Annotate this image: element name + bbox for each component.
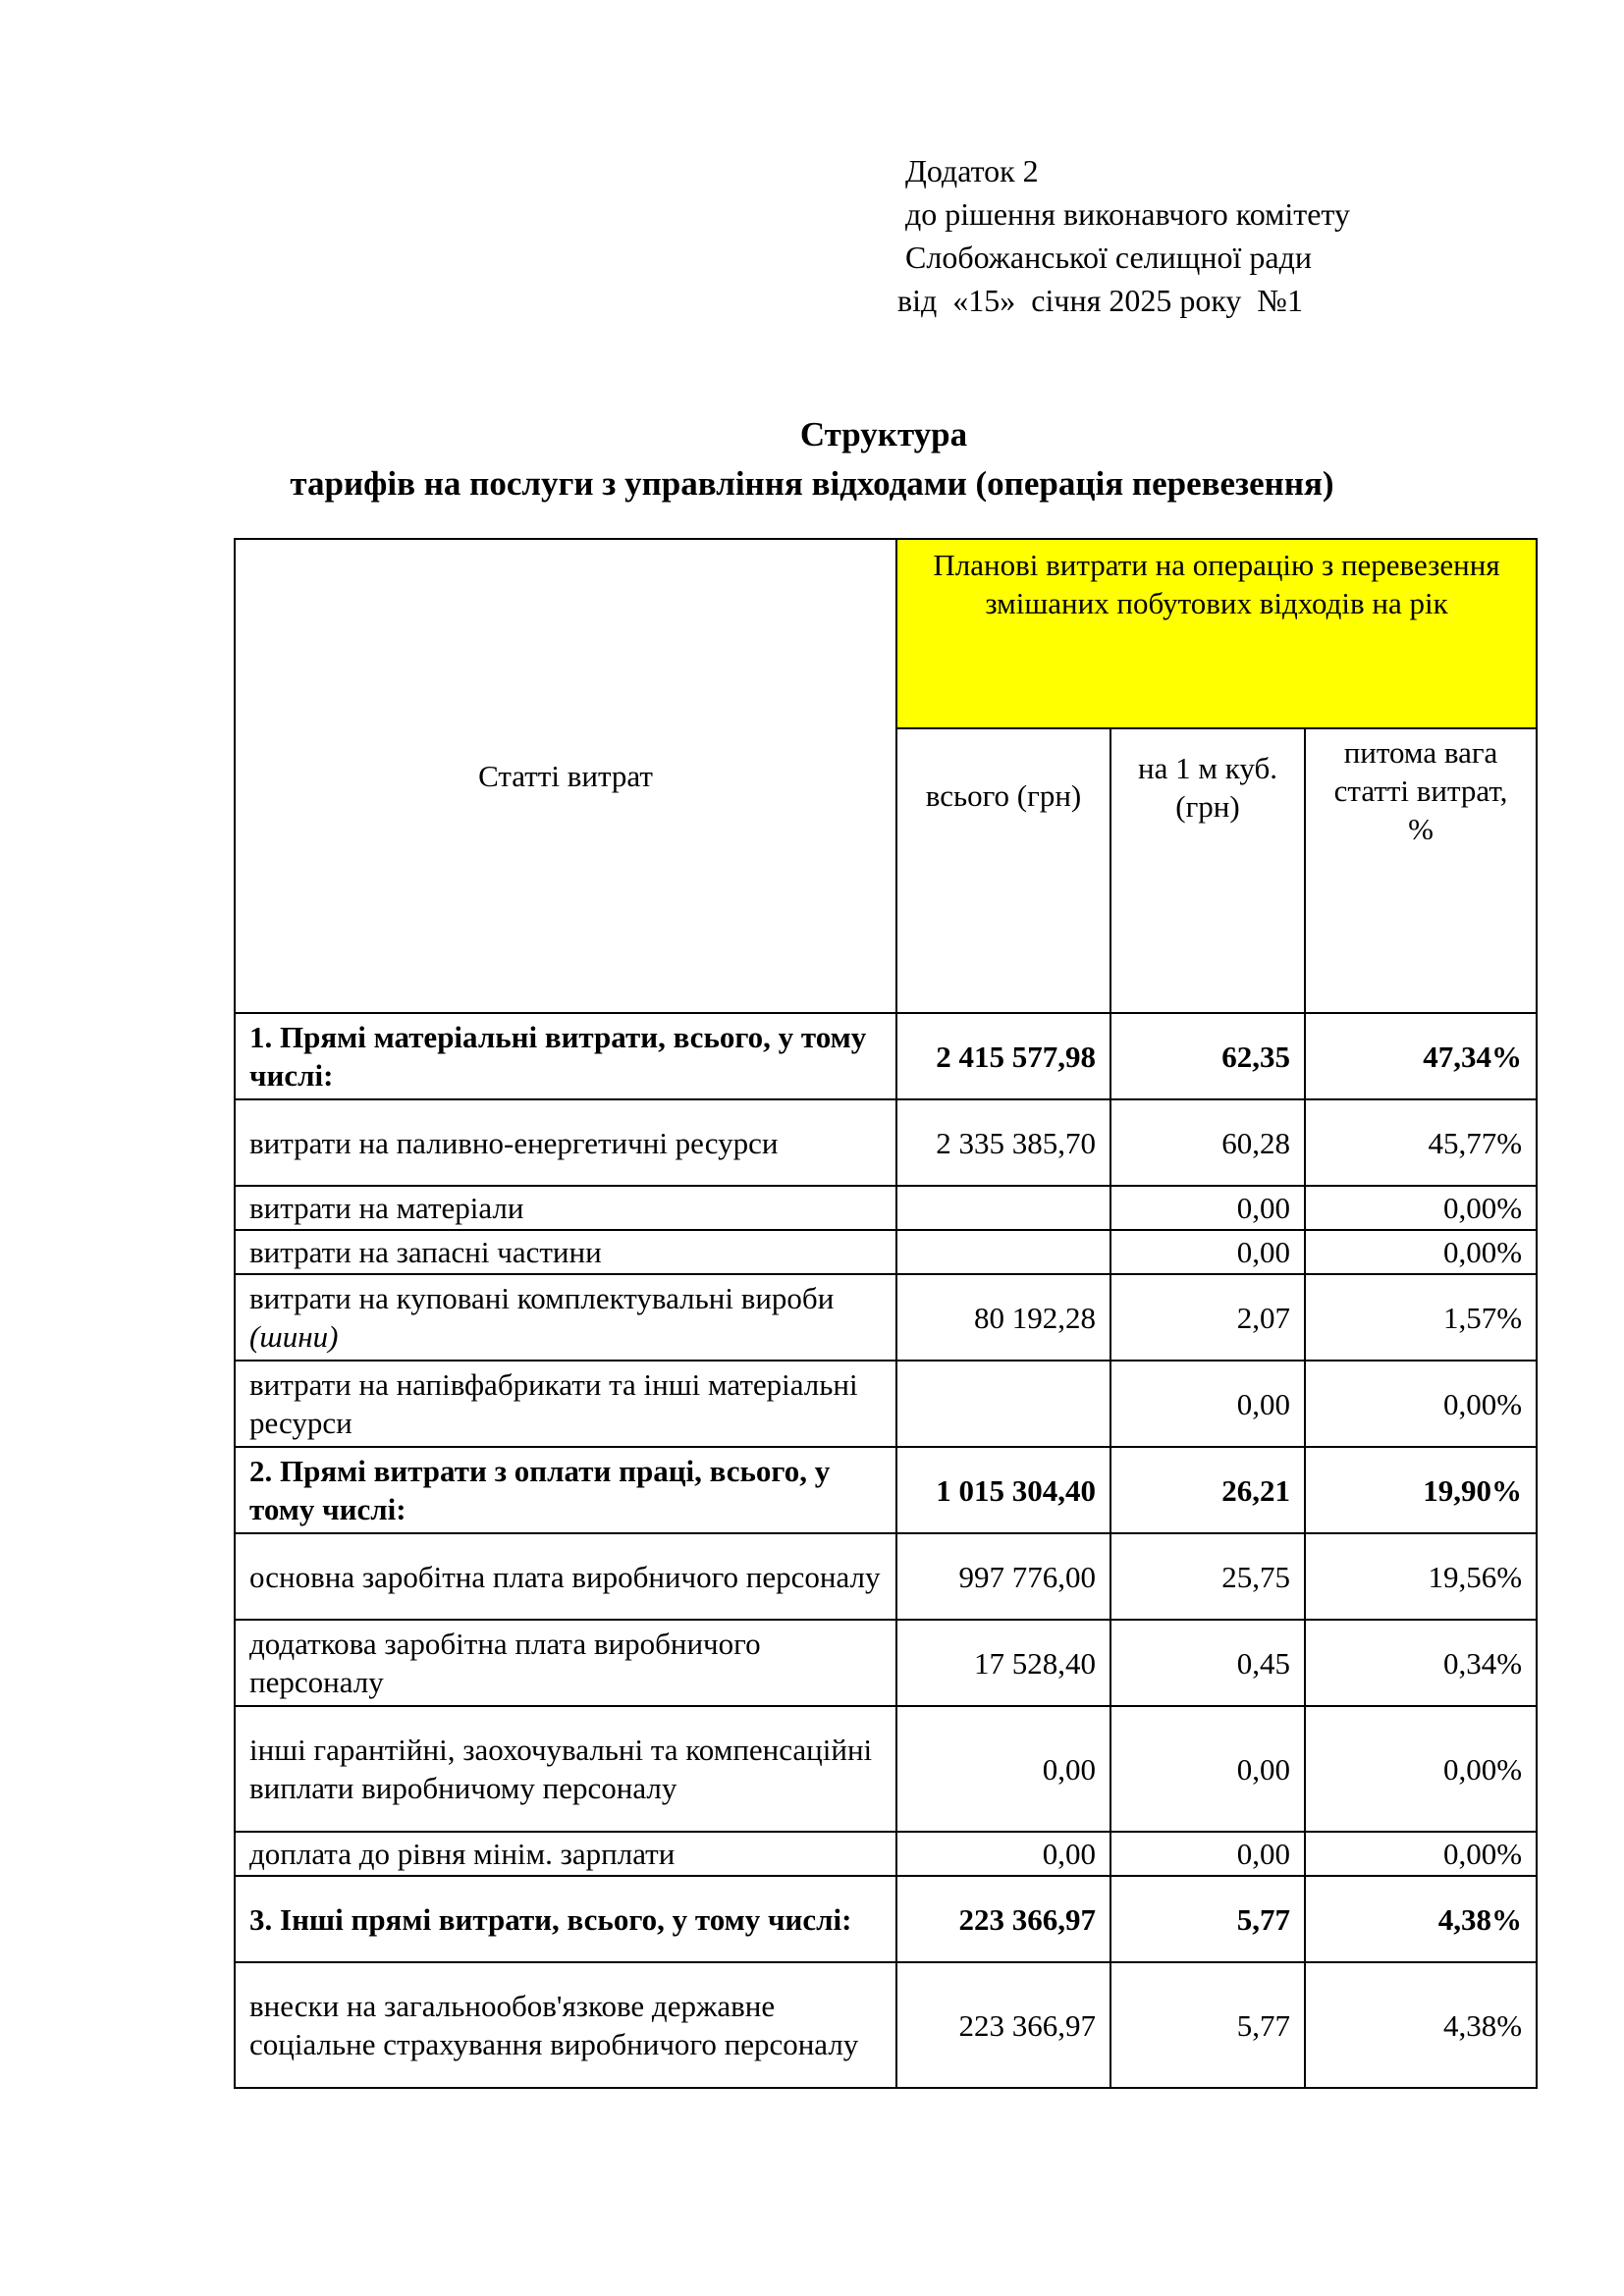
- cell-total: 2 335 385,70: [896, 1099, 1110, 1186]
- table-row: [235, 1706, 1537, 1832]
- cell-per-m3: 62,35: [1110, 1013, 1305, 1099]
- cost-article-text: додаткова заробітна плата виробничого персоналу: [249, 1627, 761, 1699]
- table-row: [235, 1361, 1537, 1447]
- cost-article-text: витрати на куповані комплектувальні вироби: [249, 1281, 835, 1315]
- cell-total: 80 192,28: [896, 1274, 1110, 1361]
- cell-share: 4,38%: [1305, 1962, 1537, 2088]
- cell-cost-article: [235, 1533, 896, 1620]
- annex-line-4: від «15» січня 2025 року №1: [897, 283, 1303, 318]
- cell-cost-article: [235, 1706, 896, 1832]
- cost-article-text: витрати на матеріали: [249, 1191, 524, 1225]
- cost-structure-table: [234, 538, 1538, 2089]
- cell-total: [896, 1230, 1110, 1274]
- cell-per-m3: 0,45: [1110, 1620, 1305, 1706]
- cell-share: 19,56%: [1305, 1533, 1537, 1620]
- cell-cost-article: [235, 1099, 896, 1186]
- cost-article-text: внески на загальнообов'язкове державне соціальне страхування виробничого персоналу: [249, 1989, 859, 2061]
- cell-cost-article: [235, 1962, 896, 2088]
- cell-total: 223 366,97: [896, 1876, 1110, 1962]
- cell-total: 17 528,40: [896, 1620, 1110, 1706]
- table-row: [235, 1533, 1537, 1620]
- table-row: [235, 1620, 1537, 1706]
- document-title: Структура: [799, 415, 968, 454]
- cell-cost-article: [235, 1274, 896, 1361]
- cell-cost-article: [235, 1361, 896, 1447]
- cell-per-m3: 0,00: [1110, 1706, 1305, 1832]
- table-row: [235, 1230, 1537, 1274]
- annex-line-2: до рішення виконавчого комітету: [905, 196, 1350, 232]
- cell-cost-article: [235, 1013, 896, 1099]
- cost-article-text: витрати на паливно-енергетичні ресурси: [249, 1125, 779, 1160]
- cell-total: 223 366,97: [896, 1962, 1110, 2088]
- cell-share: 0,00%: [1305, 1361, 1537, 1447]
- table-row: [235, 1099, 1537, 1186]
- header-per-m3: на 1 м куб. (грн): [1110, 728, 1305, 1013]
- table-row: [235, 1447, 1537, 1533]
- annex-block: [897, 149, 1455, 322]
- cell-share: 0,34%: [1305, 1620, 1537, 1706]
- cost-article-text: основна заробітна плата виробничого персоналу: [249, 1559, 881, 1594]
- header-articles: Статті витрат: [235, 539, 896, 1013]
- table-row: [235, 1876, 1537, 1962]
- cell-share: 1,57%: [1305, 1274, 1537, 1361]
- cost-article-text: інші гарантійні, заохочувальні та компенсаційні виплати виробничому персоналу: [249, 1733, 873, 1805]
- cell-share: 45,77%: [1305, 1099, 1537, 1186]
- annex-line-3: Слобожанської селищної ради: [905, 240, 1312, 275]
- cost-article-text: витрати на напівфабрикати та інші матеріальні ресурси: [249, 1367, 858, 1440]
- document-subtitle: тарифів на послуги з управління відходами (операція перевезення): [290, 464, 1334, 503]
- cell-per-m3: 5,77: [1110, 1876, 1305, 1962]
- cell-cost-article: [235, 1620, 896, 1706]
- cell-cost-article: [235, 1230, 896, 1274]
- table-row: [235, 1274, 1537, 1361]
- table-row: [235, 1832, 1537, 1876]
- cell-per-m3: 0,00: [1110, 1230, 1305, 1274]
- cell-per-m3: 5,77: [1110, 1962, 1305, 2088]
- cell-per-m3: 26,21: [1110, 1447, 1305, 1533]
- cost-article-text: доплата до рівня мінім. зарплати: [249, 1837, 676, 1871]
- cell-per-m3: 0,00: [1110, 1361, 1305, 1447]
- table-header-row: [235, 539, 1537, 728]
- table-row: [235, 1962, 1537, 2088]
- cell-per-m3: 0,00: [1110, 1832, 1305, 1876]
- cell-share: 0,00%: [1305, 1186, 1537, 1230]
- cost-article-note: (шини): [249, 1319, 339, 1354]
- cost-article-text: 2. Прямі витрати з оплати праці, всього, у тому числі:: [249, 1454, 831, 1526]
- cell-cost-article: [235, 1876, 896, 1962]
- cell-share: 0,00%: [1305, 1832, 1537, 1876]
- cell-total: 0,00: [896, 1832, 1110, 1876]
- cell-cost-article: [235, 1186, 896, 1230]
- cell-per-m3: 2,07: [1110, 1274, 1305, 1361]
- table-row: [235, 1186, 1537, 1230]
- cell-per-m3: 25,75: [1110, 1533, 1305, 1620]
- cell-total: 2 415 577,98: [896, 1013, 1110, 1099]
- cell-total: 1 015 304,40: [896, 1447, 1110, 1533]
- annex-line-1: Додаток 2: [905, 153, 1039, 188]
- cell-total: [896, 1186, 1110, 1230]
- cost-article-text: 3. Інші прямі витрати, всього, у тому числі:: [249, 1901, 852, 1937]
- cell-share: 47,34%: [1305, 1013, 1537, 1099]
- cell-share: 0,00%: [1305, 1706, 1537, 1832]
- cell-per-m3: 60,28: [1110, 1099, 1305, 1186]
- header-total: всього (грн): [896, 728, 1110, 1013]
- cost-article-text: 1. Прямі матеріальні витрати, всього, у тому числі:: [249, 1020, 867, 1093]
- cell-per-m3: 0,00: [1110, 1186, 1305, 1230]
- cell-total: 997 776,00: [896, 1533, 1110, 1620]
- cell-share: 4,38%: [1305, 1876, 1537, 1962]
- cell-total: 0,00: [896, 1706, 1110, 1832]
- table-row: [235, 1013, 1537, 1099]
- cell-total: [896, 1361, 1110, 1447]
- cell-share: 0,00%: [1305, 1230, 1537, 1274]
- header-share: питома вага статті витрат, %: [1305, 728, 1537, 1013]
- cell-share: 19,90%: [1305, 1447, 1537, 1533]
- header-planned-costs: Планові витрати на операцію з перевезення змішаних побутових відходів на рік: [896, 539, 1537, 728]
- cell-cost-article: [235, 1447, 896, 1533]
- cell-cost-article: [235, 1832, 896, 1876]
- cost-article-text: витрати на запасні частини: [249, 1235, 602, 1269]
